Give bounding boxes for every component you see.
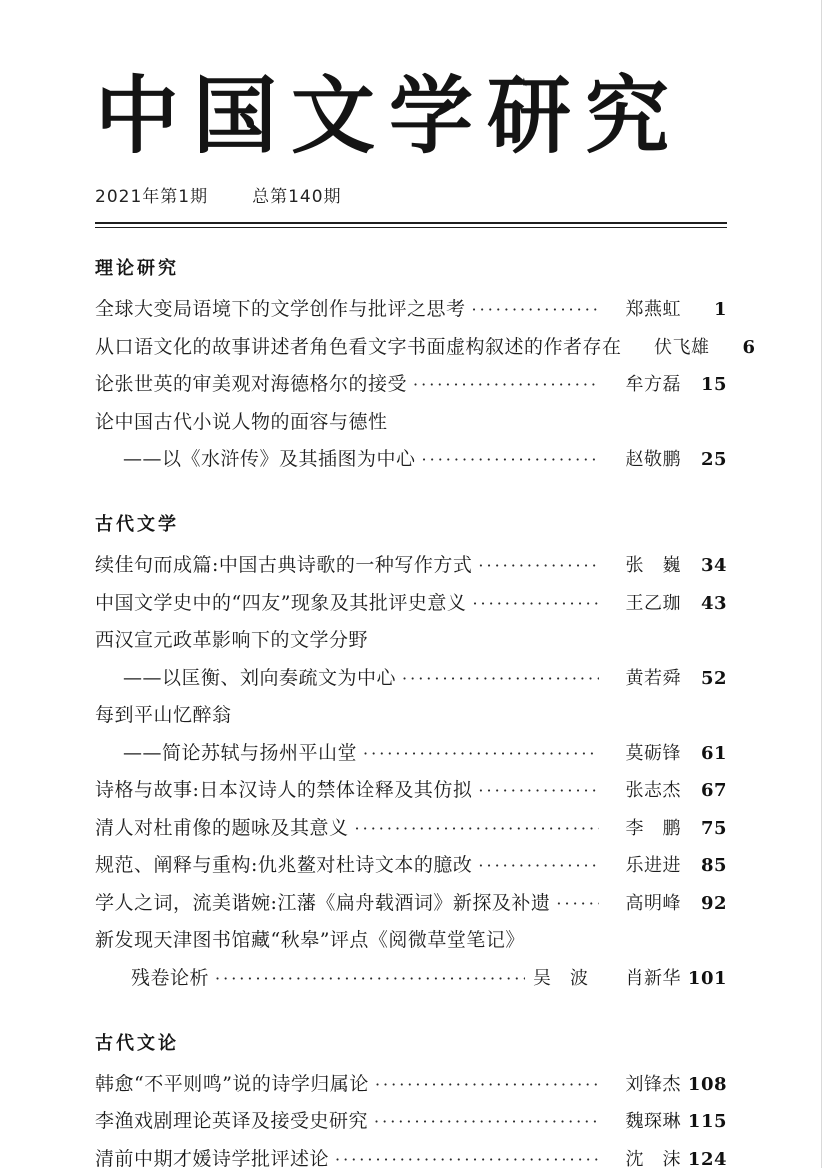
dot-leader (215, 969, 525, 988)
toc-row (95, 1111, 727, 1132)
dot-leader (402, 669, 599, 688)
article-title: 李渔戏剧理论英译及接受史研究 (95, 1110, 369, 1132)
article-page-number: 67 (700, 780, 727, 801)
article-authors: 牟方磊 (625, 374, 681, 395)
table-of-contents (95, 254, 756, 1168)
issue-number: 2021年第1期 (95, 187, 209, 207)
dot-leader (355, 819, 599, 838)
article-authors: 郑燕虹 (625, 299, 681, 320)
dot-leader (472, 300, 599, 319)
article-page-number: 108 (687, 1073, 727, 1095)
article-title: 中国文学史中的“四友”现象及其批评史意义 (95, 591, 467, 614)
article-authors: 李 鹏 (625, 817, 681, 839)
article-title: 每到平山忆醉翁 (95, 704, 232, 726)
toc-row (95, 893, 727, 914)
dot-leader (478, 556, 599, 575)
article-title: ——以《水浒传》及其插图为中心 (123, 448, 416, 470)
toc-section (95, 254, 756, 470)
article-title: ——简论苏轼与扬州平山堂 (123, 741, 358, 764)
article-authors: 张 巍 (625, 555, 681, 576)
article-authors: 魏琛琳 (625, 1111, 681, 1132)
article-authors: 乐进进 (625, 855, 681, 876)
dot-leader (422, 450, 599, 469)
article-authors: 赵敬鹏 (625, 449, 681, 470)
article-title: 从口语文化的故事讲述者角色看文字书面虚构叙述的作者存在 (95, 335, 622, 358)
article-authors: 吴 波 肖新华 (533, 967, 681, 989)
toc-row (95, 705, 727, 726)
dot-leader (374, 1112, 599, 1131)
article-title: ——以匡衡、刘向奏疏文为中心 (123, 666, 397, 689)
dot-leader (363, 744, 599, 763)
article-title: 论张世英的审美观对海德格尔的接受 (95, 373, 408, 395)
article-title: 西汉宣元政革影响下的文学分野 (95, 629, 369, 651)
article-title: 清前中期才媛诗学批评述论 (95, 1147, 330, 1168)
toc-row (95, 630, 727, 651)
toc-row (95, 968, 727, 989)
article-authors: 高明峰 (625, 892, 681, 914)
article-authors: 刘锋杰 (625, 1073, 681, 1095)
dot-leader (375, 1075, 599, 1094)
issue-line (95, 182, 727, 207)
toc-row (95, 374, 727, 395)
toc-row (95, 449, 727, 470)
toc-row (95, 335, 756, 358)
top-double-rule (95, 222, 727, 228)
toc-row (95, 1074, 727, 1095)
toc-row (95, 930, 727, 951)
article-page-number: 92 (700, 892, 727, 914)
article-title: 全球大变局语境下的文学创作与批评之思考 (95, 298, 466, 320)
journal-title: 中国文学研究 (95, 66, 684, 165)
article-page-number: 34 (700, 555, 727, 576)
article-page-number: 1 (713, 299, 727, 320)
article-page-number: 124 (687, 1148, 727, 1168)
article-page-number: 61 (700, 742, 727, 764)
dot-leader (478, 856, 599, 875)
toc-section (95, 510, 727, 989)
toc-row (95, 555, 727, 576)
volume-number: 总第140期 (252, 187, 342, 207)
dot-leader (472, 594, 599, 613)
article-authors: 伏飞雄 (654, 336, 710, 358)
article-page-number: 15 (700, 374, 727, 395)
article-title: 新发现天津图书馆藏“秋皋”评点《阅微草堂笔记》 (95, 929, 525, 951)
article-page-number: 85 (700, 855, 727, 876)
toc-row (95, 299, 727, 320)
article-title: 论中国古代小说人物的面容与德性 (95, 410, 388, 433)
article-page-number: 75 (700, 817, 727, 839)
article-title: 清人对杜甫像的题咏及其意义 (95, 816, 349, 839)
article-authors: 莫砺锋 (625, 742, 681, 764)
toc-row (95, 593, 727, 614)
toc-row (95, 855, 727, 876)
article-title: 规范、阐释与重构:仇兆鳌对杜诗文本的臆改 (95, 854, 473, 876)
article-title: 续佳句而成篇:中国古典诗歌的一种写作方式 (95, 554, 473, 576)
article-title: 诗格与故事:日本汉诗人的禁体诠释及其仿拟 (95, 779, 473, 801)
toc-section (95, 1029, 727, 1168)
toc-row (95, 818, 727, 839)
section-heading: 理论研究 (95, 258, 179, 279)
journal-header (95, 60, 727, 228)
toc-row (95, 780, 727, 801)
article-authors: 沈 沫 (625, 1148, 681, 1168)
section-heading: 古代文学 (95, 514, 179, 535)
toc-row (95, 1149, 727, 1168)
article-authors: 张志杰 (625, 780, 681, 801)
dot-leader (335, 1150, 599, 1168)
toc-row (95, 743, 727, 764)
toc-row (95, 412, 727, 433)
article-page-number: 25 (700, 449, 727, 470)
article-title: 学人之词，流美谐婉:江藩《扁舟载酒词》新探及补遗 (95, 891, 551, 914)
section-heading: 古代文论 (95, 1032, 179, 1054)
dot-leader (478, 781, 599, 800)
article-page-number: 6 (742, 336, 756, 358)
dot-leader (413, 375, 599, 394)
article-page-number: 43 (700, 592, 727, 614)
article-title: 韩愈“不平则鸣”说的诗学归属论 (95, 1072, 369, 1095)
article-page-number: 115 (687, 1111, 727, 1132)
dot-leader (556, 894, 599, 913)
article-authors: 黄若舜 (625, 667, 681, 689)
article-page-number: 101 (687, 967, 727, 989)
article-page-number: 52 (700, 667, 727, 689)
article-authors: 王乙珈 (625, 592, 681, 614)
toc-row (95, 668, 727, 689)
article-title: 残卷论析 (131, 966, 210, 989)
